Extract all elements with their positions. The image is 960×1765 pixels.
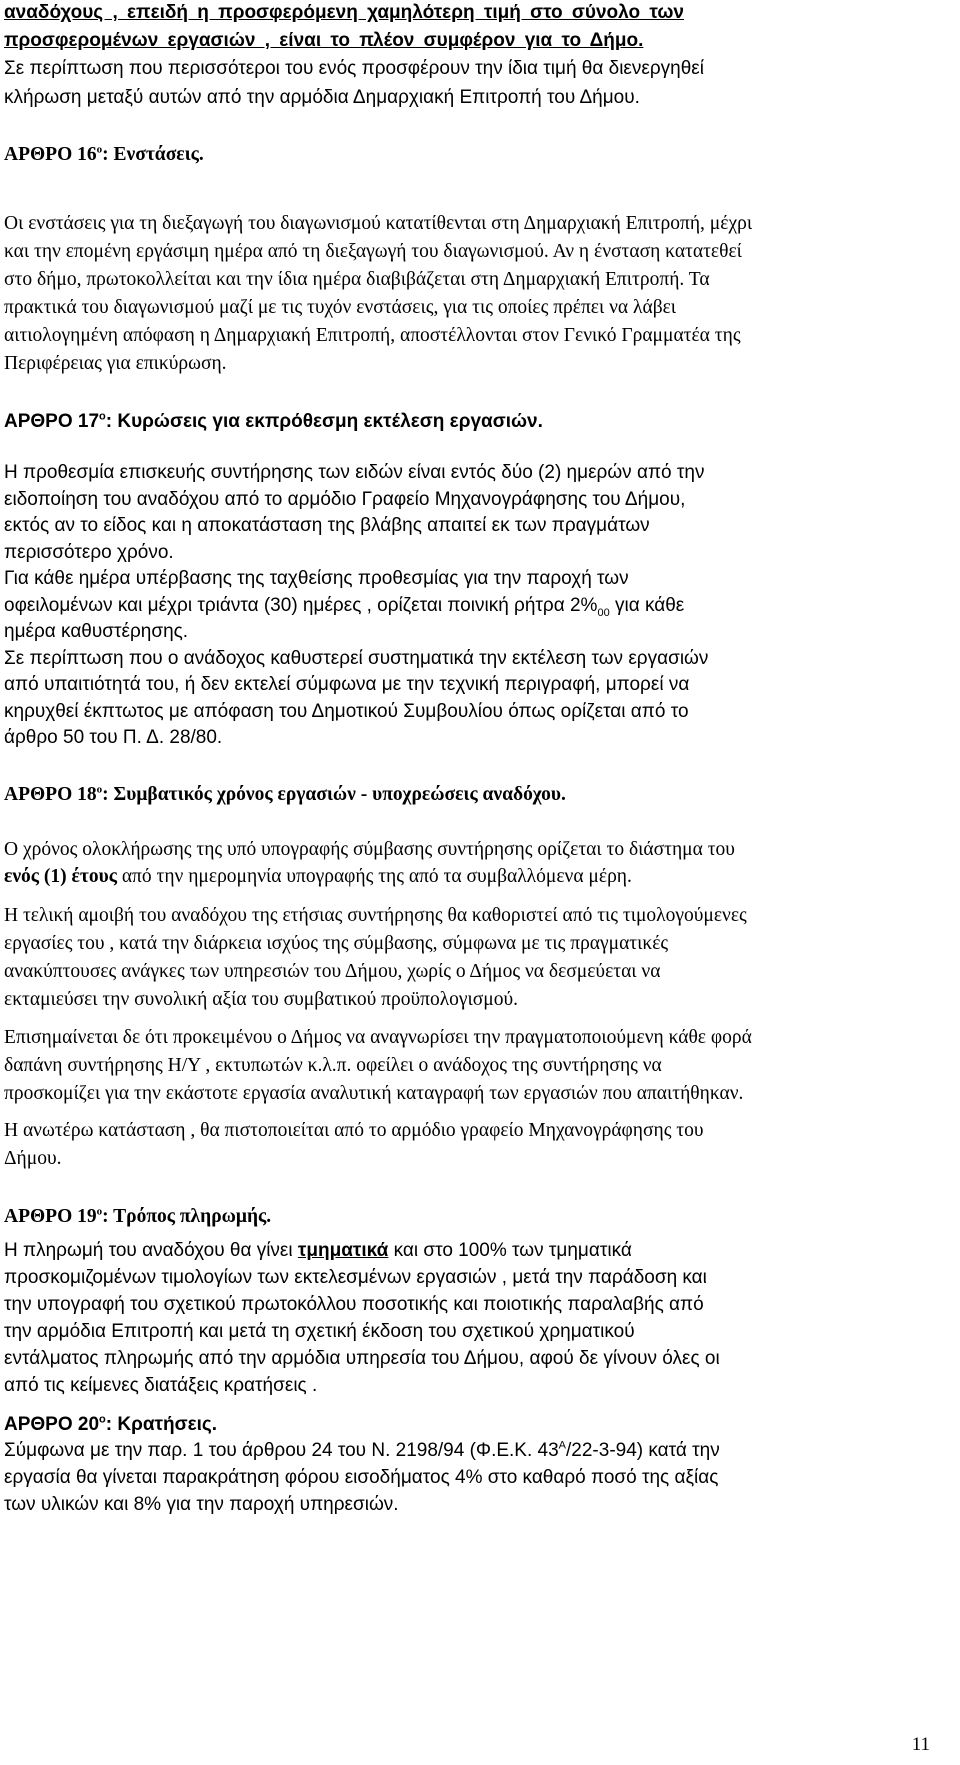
article-20-line: εργασία θα γίνεται παρακράτηση φόρου εισοδήματος 4% στο καθαρό ποσό της αξίας (4, 1467, 719, 1488)
article-18-line: προσκομίζει για την εκάστοτε εργασία αναλυτική καταγραφή των εργασιών που απαιτήθηκαν. (4, 1083, 744, 1104)
article-18-line: Η τελική αμοιβή του αναδόχου της ετήσιας συντήρησης θα καθοριστεί από τις τιμολογούμενες (4, 905, 747, 926)
penalty-text: οφειλομένων και μέχρι τριάντα (30) ημέρες , ορίζεται ποινική ρήτρα 2% (4, 595, 598, 616)
article-17-heading (4, 411, 543, 433)
article-17-line: εκτός αν το είδος και η αποκατάσταση της βλάβης απαιτεί εκ των πραγμάτων (4, 515, 650, 536)
article-19-line: από τις κείμενες διατάξεις κρατήσεις . (4, 1375, 318, 1396)
intro-line-1: αναδόχους , επειδή η προσφερόμενη χαμηλότερη τιμή στο σύνολο των (4, 2, 684, 23)
article-18-line: Δήμου. (4, 1148, 62, 1169)
law-ref-sup: Α (558, 1439, 567, 1452)
article-18-heading (4, 784, 566, 806)
article-17-heading-title: : Κυρώσεις για εκπρόθεσμη εκτέλεση εργασιών. (105, 411, 543, 432)
article-20-heading-text: ΑΡΘΡΟ 20 (4, 1414, 100, 1435)
article-19-line: την υπογραφή του σχετικού πρωτοκόλλου ποσοτικής και ποιοτικής παραλαβής από (4, 1294, 704, 1315)
article-20-heading-title: : Κρατήσεις. (105, 1414, 218, 1435)
penalty-subscript: 00 (597, 606, 610, 619)
article-20-line: των υλικών και 8% για την παροχή υπηρεσιών. (4, 1494, 399, 1515)
article-19-heading (4, 1206, 271, 1228)
article-17-line: ημέρα καθυστέρησης. (4, 621, 189, 642)
payment-text: Η πληρωμή του αναδόχου θα γίνει (4, 1240, 298, 1261)
article-17-line: Σε περίπτωση που ο ανάδοχος καθυστερεί συστηματικά την εκτέλεση των εργασιών (4, 648, 709, 669)
article-17-line: ειδοποίηση του αναδόχου από το αρμόδιο Γραφείο Μηχανογράφησης του Δήμου, (4, 489, 686, 510)
penalty-text-end: για κάθε (609, 595, 685, 616)
article-16-heading-sup: ο (96, 143, 103, 156)
article-18-line: εκταμιεύσει την συνολική αξία του συμβατικού προϋπολογισμού. (4, 989, 519, 1010)
article-16-line: και την επομένη εργάσιμη ημέρα από τη διεξαγωγή του διαγωνισμού. Αν η ένσταση κατατεθεί (4, 241, 742, 262)
article-18-heading-text: ΑΡΘΡΟ 18 (4, 784, 97, 805)
article-19-heading-text: ΑΡΘΡΟ 19 (4, 1206, 97, 1227)
article-18-line: δαπάνη συντήρησης Η/Υ , εκτυπωτών κ.λ.π. οφείλει ο ανάδοχος της συντήρησης να (4, 1055, 662, 1076)
article-17-heading-text: ΑΡΘΡΟ 17 (4, 411, 100, 432)
article-19-line: την αρμόδια Επιτροπή και μετά τη σχετική έκδοση του σχετικού χρηματικού (4, 1321, 635, 1342)
article-19-line: εντάλματος πληρωμής από την αρμόδια υπηρεσία του Δήμου, αφού δε γίνουν όλες οι (4, 1348, 720, 1369)
article-19-heading-title: : Τρόπος πληρωμής. (102, 1206, 272, 1227)
article-17-line: από υπαιτιότητά του, ή δεν εκτελεί σύμφωνα με την τεχνική περιγραφή, μπορεί να (4, 674, 690, 695)
article-16-line: Περιφέρειας για επικύρωση. (4, 353, 227, 374)
article-18-line: ανακύπτουσες ανάγκες των υπηρεσιών του Δήμου, χωρίς ο Δήμος να δεσμεύεται να (4, 961, 661, 982)
article-16-line: Οι ενστάσεις για τη διεξαγωγή του διαγωνισμού κατατίθενται στη Δημαρχιακή Επιτροπή, μέχρι (4, 213, 753, 234)
article-18-line: Η ανωτέρω κατάσταση , θα πιστοποιείται από το αρμόδιο γραφείο Μηχανογράφησης του (4, 1120, 704, 1141)
article-18-line: Επισημαίνεται δε ότι προκειμένου ο Δήμος να αναγνωρίσει την πραγματοποιούμενη κάθε φορά (4, 1027, 752, 1048)
intro-line-4: κλήρωση μεταξύ αυτών από την αρμόδια Δημαρχιακή Επιτροπή του Δήμου. (4, 87, 640, 108)
intro-line-2: προσφερομένων εργασιών , είναι το πλέον συμφέρον για το Δήμο. (4, 30, 644, 51)
payment-emphasis: τμηματικά (297, 1240, 389, 1261)
article-17-line: άρθρο 50 του Π. Δ. 28/80. (4, 727, 223, 748)
law-ref-text-end: /22-3-94) κατά την (566, 1440, 720, 1461)
article-16-line: πρακτικά του διαγωνισμού μαζί με τις τυχόν ενστάσεις, για τις οποίες πρέπει να λάβει (4, 297, 677, 318)
term-duration: ενός (1) έτους (4, 866, 117, 887)
article-17-line: Για κάθε ημέρα υπέρβασης της ταχθείσης προθεσμίας για την παροχή των (4, 568, 629, 589)
article-19-line: προσκομιζομένων τιμολογίων των εκτελεσμένων εργασιών , μετά την παράδοση και (4, 1267, 707, 1288)
article-18-heading-title: : Συμβατικός χρόνος εργασιών - υποχρεώσεις αναδόχου. (102, 784, 566, 805)
article-20-line (4, 1440, 720, 1462)
article-19-heading-sup: ο (96, 1205, 103, 1218)
article-17-penalty-line (4, 595, 684, 617)
article-17-line: περισσότερο χρόνο. (4, 542, 174, 563)
article-16-heading-title: : Ενστάσεις. (102, 144, 204, 165)
article-20-heading-sup: ο (99, 1413, 106, 1426)
article-16-heading-text: ΑΡΘΡΟ 16 (4, 144, 97, 165)
law-ref-text: Σύμφωνα με την παρ. 1 του άρθρου 24 του Ν. 2198/94 (Φ.Ε.Κ. 43 (4, 1440, 559, 1461)
article-16-line: στο δήμο, πρωτοκολλείται και την ίδια ημέρα διαβιβάζεται στη Δημαρχιακή Επιτροπή. Τα (4, 269, 710, 290)
term-duration-rest: από την ημερομηνία υπογραφής της από τα συμβαλλόμενα μέρη. (116, 866, 632, 887)
article-17-line: Η προθεσμία επισκευής συντήρησης των ειδών είναι εντός δύο (2) ημερών από την (4, 462, 705, 483)
article-17-line: κηρυχθεί έκπτωτος με απόφαση του Δημοτικού Συμβουλίου όπως ορίζεται από το (4, 701, 689, 722)
payment-text-end: και στο 100% των τμηματικά (388, 1240, 632, 1261)
article-18-line: Ο χρόνος ολοκλήρωσης της υπό υπογραφής σύμβασης συντήρησης ορίζεται το διάστημα του (4, 839, 735, 860)
page-number: 11 (911, 1734, 930, 1755)
intro-line-3: Σε περίπτωση που περισσότεροι του ενός προσφέρουν την ίδια τιμή θα διενεργηθεί (4, 58, 704, 79)
article-20-heading (4, 1414, 217, 1436)
article-18-line: εργασίες του , κατά την διάρκεια ισχύος της σύμβασης, σύμφωνα με τις πραγματικές (4, 933, 669, 954)
article-18-line (4, 866, 632, 888)
article-17-heading-sup: ο (99, 410, 106, 423)
article-16-line: αιτιολογημένη απόφαση η Δημαρχιακή Επιτροπή, αποστέλλονται στον Γενικό Γραμματέα της (4, 325, 741, 346)
article-16-heading (4, 144, 204, 166)
article-19-line (4, 1240, 632, 1262)
article-18-heading-sup: ο (96, 783, 103, 796)
